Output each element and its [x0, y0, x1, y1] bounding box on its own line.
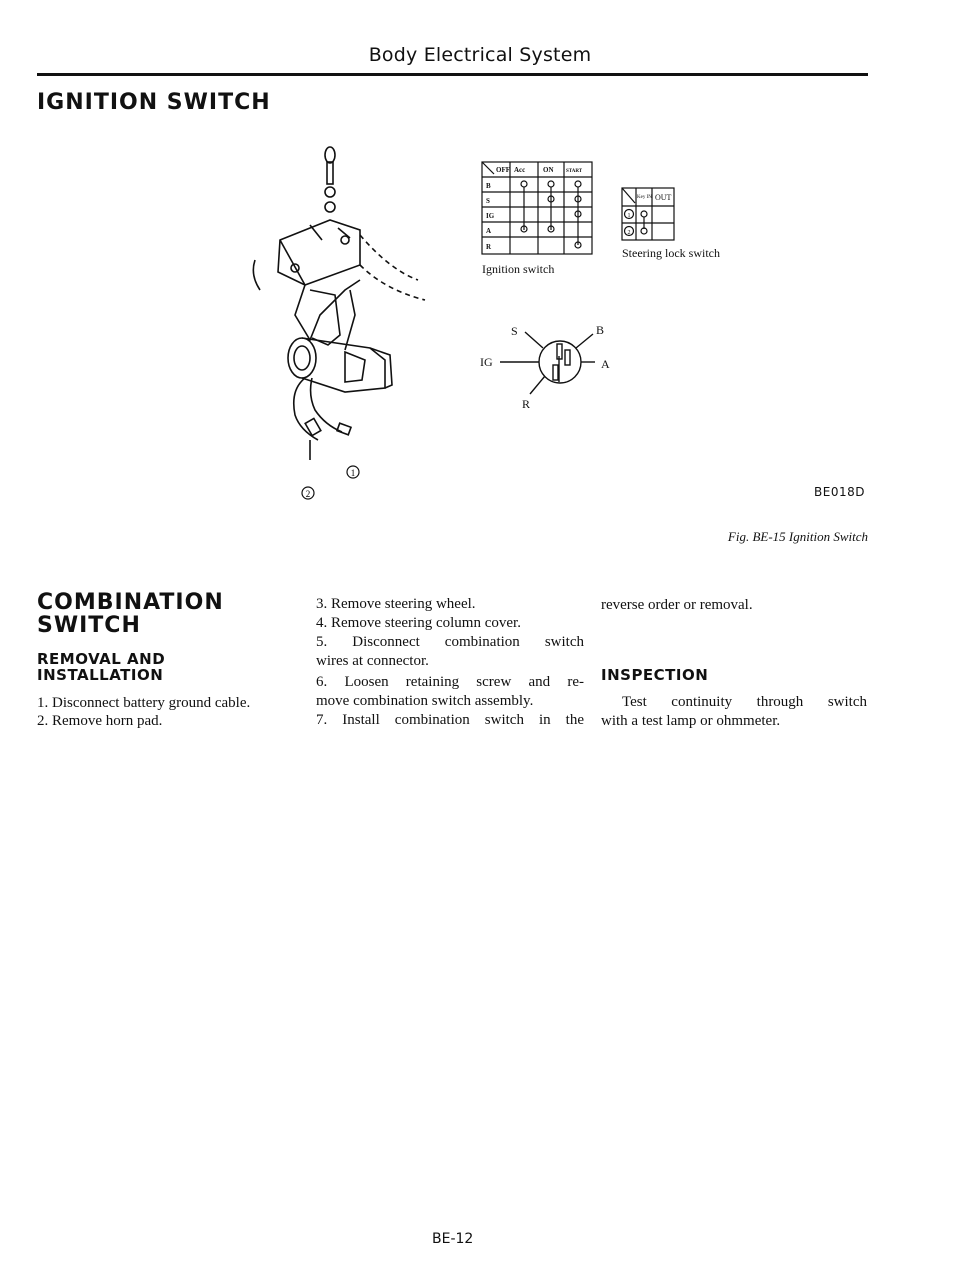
step-2: 2. Remove horn pad. [37, 713, 163, 729]
ignition-table-caption: Ignition switch [482, 262, 555, 276]
inspection-line1: Test continuity through switch [622, 694, 867, 710]
step-6-line2: move combination switch assembly. [316, 693, 534, 709]
pin-s-label: S [511, 324, 518, 338]
ign-row-ig: IG [486, 212, 495, 220]
ign-col-acc: Acc [514, 166, 526, 174]
running-title: Body Electrical System [368, 44, 592, 66]
ignition-switch-heading: IGNITION SWITCH [37, 90, 271, 115]
ign-col-on: ON [543, 166, 554, 174]
removal-subheading-line1: REMOVAL AND [37, 650, 166, 668]
lock-row-2: 2 [627, 230, 631, 236]
steering-lock-table [620, 186, 680, 244]
removal-subheading-line2: INSTALLATION [37, 666, 164, 684]
ign-col-off: OFF [496, 166, 510, 174]
ign-row-b: B [486, 182, 491, 190]
pin-r-label: R [522, 397, 531, 411]
step-7: 7. Install combination switch in the [316, 712, 584, 728]
lock-row-1: 1 [627, 213, 631, 219]
pin-ig-label: IG [480, 355, 493, 369]
lock-table-caption: Steering lock switch [622, 246, 720, 260]
figure-caption: Fig. BE-15 Ignition Switch [727, 529, 868, 544]
pin-a-label: A [601, 357, 610, 371]
combination-heading-line1: COMBINATION [37, 590, 224, 615]
step-5-line1: 5. Disconnect combination switch [316, 634, 584, 650]
step-1: 1. Disconnect battery ground cable. [37, 695, 251, 711]
ign-col-start: START [566, 169, 583, 174]
ignition-switch-table [480, 160, 595, 260]
step-5-line2: wires at connector. [316, 653, 429, 669]
page-number: BE-12 [432, 1231, 474, 1247]
ign-row-a: A [486, 227, 492, 235]
callout-1: 1 [350, 468, 356, 478]
header-rule [37, 73, 868, 76]
lock-col-out: OUT [655, 193, 672, 202]
lock-col-key-in: Key IN [637, 195, 652, 200]
step-4: 4. Remove steering column cover. [316, 615, 521, 631]
step-3: 3. Remove steering wheel. [316, 596, 476, 612]
connector-diagram [475, 320, 635, 420]
step-6-line1: 6. Loosen retaining screw and re- [316, 674, 584, 690]
ign-row-r: R [486, 243, 492, 251]
continuation-text: reverse order or removal. [601, 597, 753, 613]
figure-code: BE018D [814, 485, 865, 499]
callout-2: 2 [305, 489, 311, 499]
ignition-switch-illustration [250, 140, 450, 500]
ign-row-s: S [486, 197, 490, 205]
inspection-line2: with a test lamp or ohmmeter. [601, 713, 781, 729]
combination-heading-line2: SWITCH [37, 613, 141, 638]
inspection-heading: INSPECTION [601, 666, 709, 684]
pin-b-label: B [596, 323, 605, 337]
